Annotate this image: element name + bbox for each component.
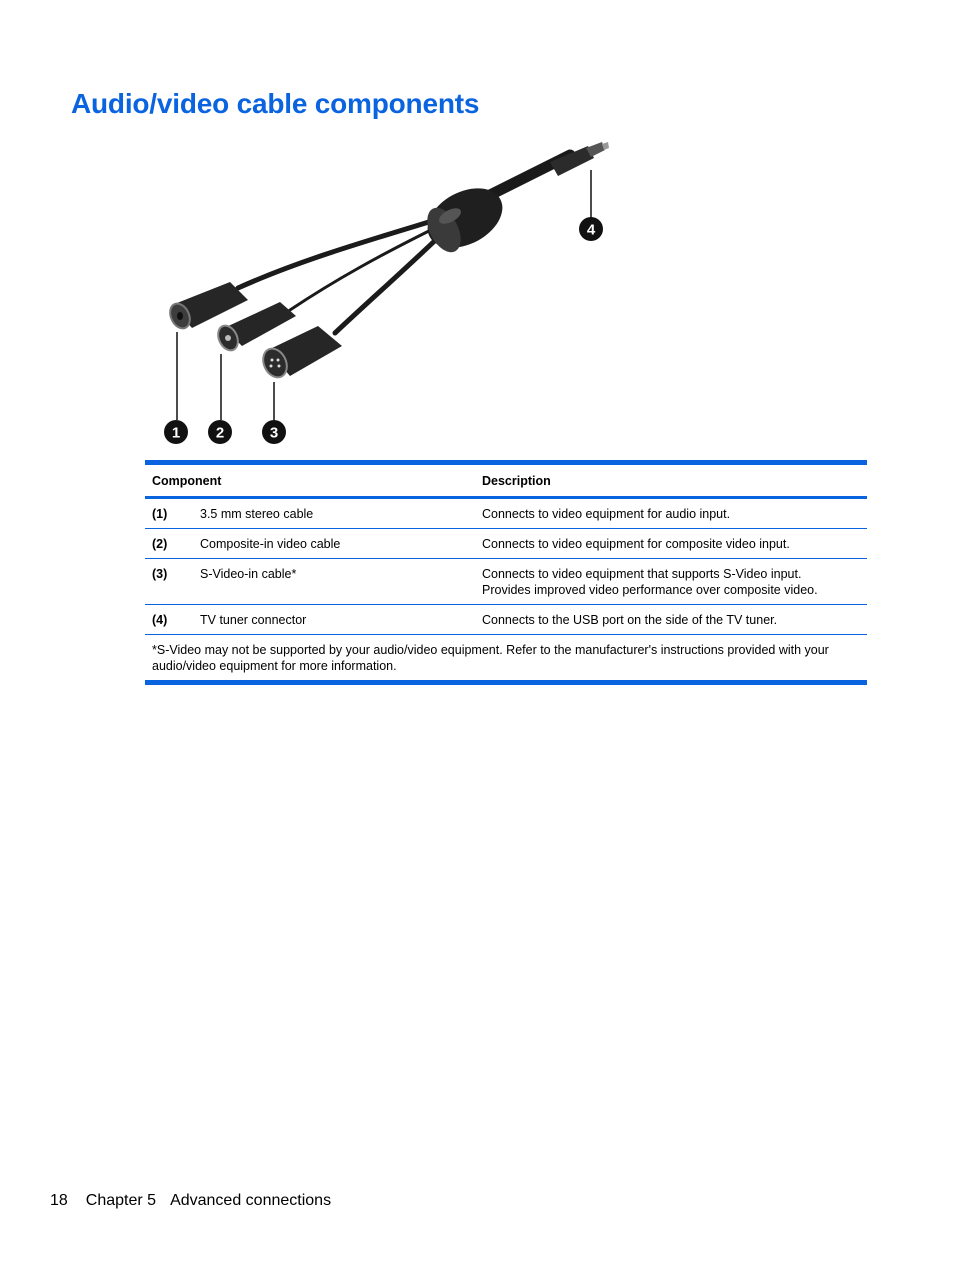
table-footnote-row — [145, 635, 867, 683]
cable-illustration — [150, 140, 620, 450]
row-description — [475, 529, 867, 559]
row-description-line: Connects to video equipment for audio input. — [482, 507, 731, 521]
callout-label-1: 1 — [171, 424, 181, 442]
cable-figure — [150, 140, 620, 450]
table-footnote — [145, 635, 867, 683]
footnote-line: audio/video equipment for more information. — [152, 659, 397, 673]
row-number: (3) — [145, 559, 193, 605]
callout-3 — [262, 420, 286, 444]
row-description-line: Provides improved video performance over composite video. — [482, 583, 818, 597]
row-component: 3.5 mm stereo cable — [193, 498, 475, 529]
header-description: Description — [482, 474, 551, 488]
usb-connector — [550, 142, 609, 176]
table-row — [145, 498, 867, 529]
row-component: TV tuner connector — [193, 605, 475, 635]
row-number: (2) — [145, 529, 193, 559]
header-component: Component — [152, 474, 222, 488]
table-row — [145, 605, 867, 635]
table-row — [145, 559, 867, 605]
page-footer — [50, 1192, 349, 1210]
row-description — [475, 559, 867, 605]
row-description — [475, 605, 867, 635]
callout-label-4: 4 — [586, 221, 596, 239]
callout-4 — [579, 217, 603, 241]
callout-2 — [208, 420, 232, 444]
page-number: 18 — [50, 1192, 68, 1209]
callout-label-2: 2 — [215, 424, 225, 442]
components-table-wrap — [145, 460, 867, 685]
callout-label-3: 3 — [269, 424, 279, 442]
chapter-label: Chapter 5 — [85, 1192, 157, 1209]
page-title: Audio/video cable components — [71, 88, 480, 119]
footnote-line: *S-Video may not be supported by your audio/video equipment. Refer to the manufacturer's instructions provided with your — [152, 643, 829, 657]
row-number: (4) — [145, 605, 193, 635]
callout-1 — [164, 420, 188, 444]
row-component: Composite-in video cable — [193, 529, 475, 559]
s-video-jack — [259, 326, 342, 381]
row-description — [475, 498, 867, 529]
row-component: S-Video-in cable* — [193, 559, 475, 605]
components-table — [145, 460, 867, 685]
row-description-line: Connects to video equipment that supports S-Video input. — [482, 567, 802, 581]
row-description-line: Connects to video equipment for composite video input. — [482, 537, 790, 551]
row-description-line: Connects to the USB port on the side of the TV tuner. — [482, 613, 778, 627]
section-label: Advanced connections — [170, 1192, 332, 1209]
row-number: (1) — [145, 498, 193, 529]
table-header-row — [145, 463, 867, 498]
table-row — [145, 529, 867, 559]
